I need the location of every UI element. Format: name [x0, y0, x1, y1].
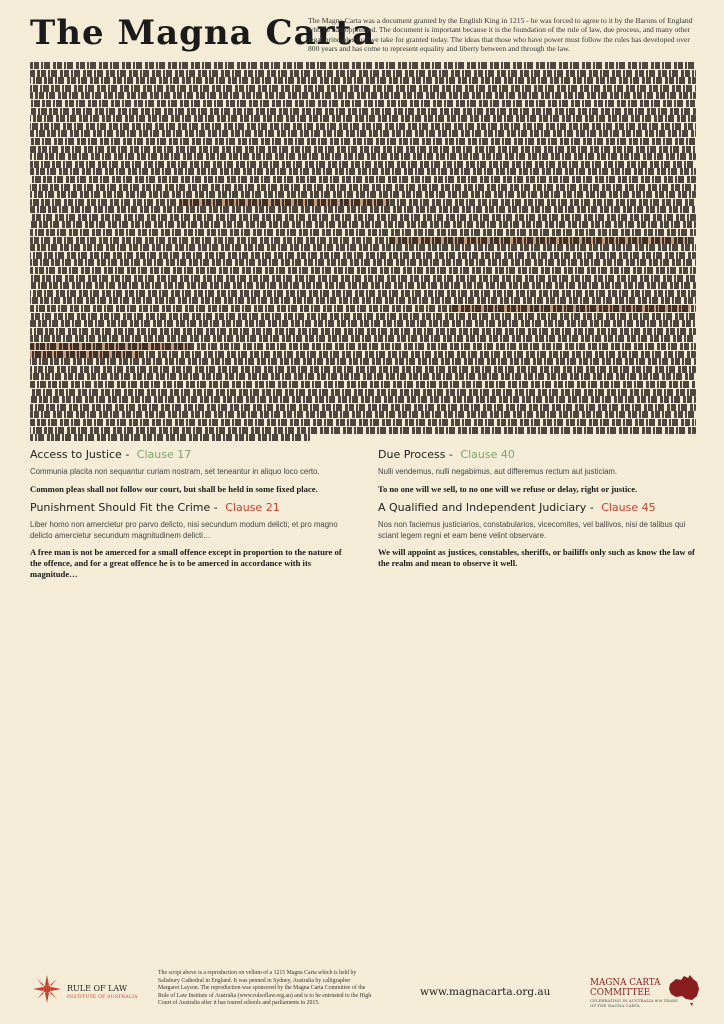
clause-title: A Qualified and Independent Judiciary -: [378, 501, 594, 514]
manuscript-highlight: [30, 343, 190, 350]
manuscript-line: [30, 130, 696, 137]
manuscript-line: [30, 168, 696, 175]
manuscript-line: [30, 267, 696, 274]
manuscript-line: [30, 115, 696, 122]
manuscript-highlight: [450, 305, 690, 312]
manuscript-line: [30, 411, 696, 418]
manuscript-line: [30, 77, 696, 84]
manuscript-line: [30, 85, 696, 92]
manuscript-line: [30, 244, 696, 251]
committee-name-line2: COMMITTEE: [590, 988, 651, 998]
clause-number: Clause 17: [136, 448, 192, 461]
clause-heading: [378, 448, 698, 461]
clause-45: [378, 501, 698, 569]
clause-17: [30, 448, 350, 495]
manuscript-highlight: [30, 351, 140, 358]
manuscript-line: [30, 404, 696, 411]
clause-english: We will appoint as justices, constables, sheriffs, or bailiffs only such as know the law of the realm and mean to observe it well.: [378, 547, 695, 568]
clause-latin: Nos non faciemus justiciarios, constabularios, vicecomites, vel ballivos, nisi de talibus qui sciant legem regni et eam bene velint observare.: [378, 520, 686, 540]
clause-english: To no one will we sell, to no one will we refuse or delay, right or justice.: [378, 483, 638, 494]
clause-title: Punishment Should Fit the Crime -: [30, 501, 218, 514]
manuscript-line: [30, 184, 696, 191]
manuscript-line: [30, 358, 696, 365]
clause-heading: [30, 501, 350, 514]
clause-40: [378, 448, 698, 495]
manuscript-line: [30, 62, 696, 69]
clause-title: Access to Justice -: [30, 448, 130, 461]
clause-number: Clause 40: [460, 448, 515, 461]
manuscript-line: [30, 328, 696, 335]
reproduction-note: The script above is a reproduction on vellum of a 1215 Magna Carta which is held by Salisbury Cathedral in England. It was penned in Sydney, Australia by calligrapher Margaret Layson. The reproduction was sponsored by the Magna Carta Committee of the Rule of Law Institute of Australia (www.ruleoflaw.org.au) and is to be entrusted to the High Court of Australia after it has toured schools and parliaments in 2015.: [158, 970, 372, 1007]
manuscript-line: [30, 92, 696, 99]
clause-english: Common pleas shall not follow our court, but shall be held in some fixed place.: [30, 483, 318, 494]
manuscript-line: [30, 381, 696, 388]
manuscript-line: [30, 252, 696, 259]
manuscript-line: [30, 396, 696, 403]
rule-of-law-name: RULE OF LAW: [67, 984, 128, 993]
manuscript-line: [30, 138, 696, 145]
manuscript-highlight: [390, 237, 690, 244]
manuscript-line: [30, 100, 696, 107]
clause-latin: Liber homo non amercietur pro parvo delicto, nisi secundum modum delicti; et pro magno delicto amercietur secundum magnitudinem delicti…: [30, 520, 338, 540]
manuscript-line: [30, 282, 696, 289]
manuscript-line: [30, 259, 696, 266]
manuscript-line: [30, 123, 696, 130]
manuscript-line: [30, 320, 696, 327]
manuscript-line: [30, 290, 696, 297]
footer: [0, 966, 724, 1024]
clause-latin: Communia placita non sequantur curiam nostram, set teneantur in aliquo loco certo.: [30, 467, 320, 476]
clause-heading: [378, 501, 698, 514]
manuscript-script: [30, 62, 696, 442]
manuscript-line: [30, 389, 696, 396]
clause-number: Clause 21: [225, 501, 280, 514]
manuscript-line: [30, 297, 696, 304]
clause-english: A free man is not be amerced for a small offence except in proportion to the nature of the offence, and for a great offence he is to be amerced in accordance with its magnitude…: [30, 547, 342, 579]
manuscript-line: [30, 427, 696, 434]
australia-map-logo-icon: [664, 970, 704, 1010]
manuscript-line: [30, 146, 696, 153]
intro-paragraph: The Magna Carta was a document granted by the English King in 1215 - he was forced to agree to it by the Barons of England who he had oppressed. The document is important because it is the foundation of the rule of law, due process, and many other legal principles that we take for granted today. The ideas that those who have power must follow the rules has developed over 800 years and has come to represent equality and liberty between and through the law.: [308, 16, 693, 54]
manuscript-line: [30, 161, 696, 168]
clause-21: [30, 501, 350, 580]
manuscript-line: [30, 206, 696, 213]
manuscript-line: [30, 335, 696, 342]
clause-latin: Nulli vendemus, nulli negabimus, aut differemus rectum aut justiciam.: [378, 467, 618, 476]
manuscript-line: [30, 214, 696, 221]
manuscript-line: [30, 313, 696, 320]
committee-name-line1: MAGNA CARTA: [590, 978, 661, 988]
manuscript-line: [30, 434, 310, 441]
manuscript-line: [30, 108, 696, 115]
manuscript-line: [30, 70, 696, 77]
committee-subtitle: CELEBRATING IN AUSTRALIA 800 YEARS OF THE MAGNA CARTA: [590, 998, 678, 1008]
manuscript-line: [30, 221, 696, 228]
manuscript-line: [30, 191, 696, 198]
rule-of-law-logo-icon: [32, 974, 62, 1004]
rule-of-law-subtitle: INSTITUTE OF AUSTRALIA: [67, 995, 138, 1000]
clause-heading: [30, 448, 350, 461]
page-title: The Magna Carta: [30, 13, 376, 53]
manuscript-line: [30, 419, 696, 426]
manuscript-line: [30, 373, 696, 380]
clause-title: Due Process -: [378, 448, 453, 461]
manuscript-highlight: [180, 199, 390, 206]
clause-number: Clause 45: [601, 501, 656, 514]
manuscript-line: [30, 229, 696, 236]
manuscript-line: [30, 153, 696, 160]
manuscript-line: [30, 176, 696, 183]
website-link[interactable]: www.magnacarta.org.au: [420, 986, 551, 998]
manuscript-line: [30, 366, 696, 373]
manuscript-line: [30, 275, 696, 282]
rule-of-law-wordmark: [67, 984, 138, 1002]
